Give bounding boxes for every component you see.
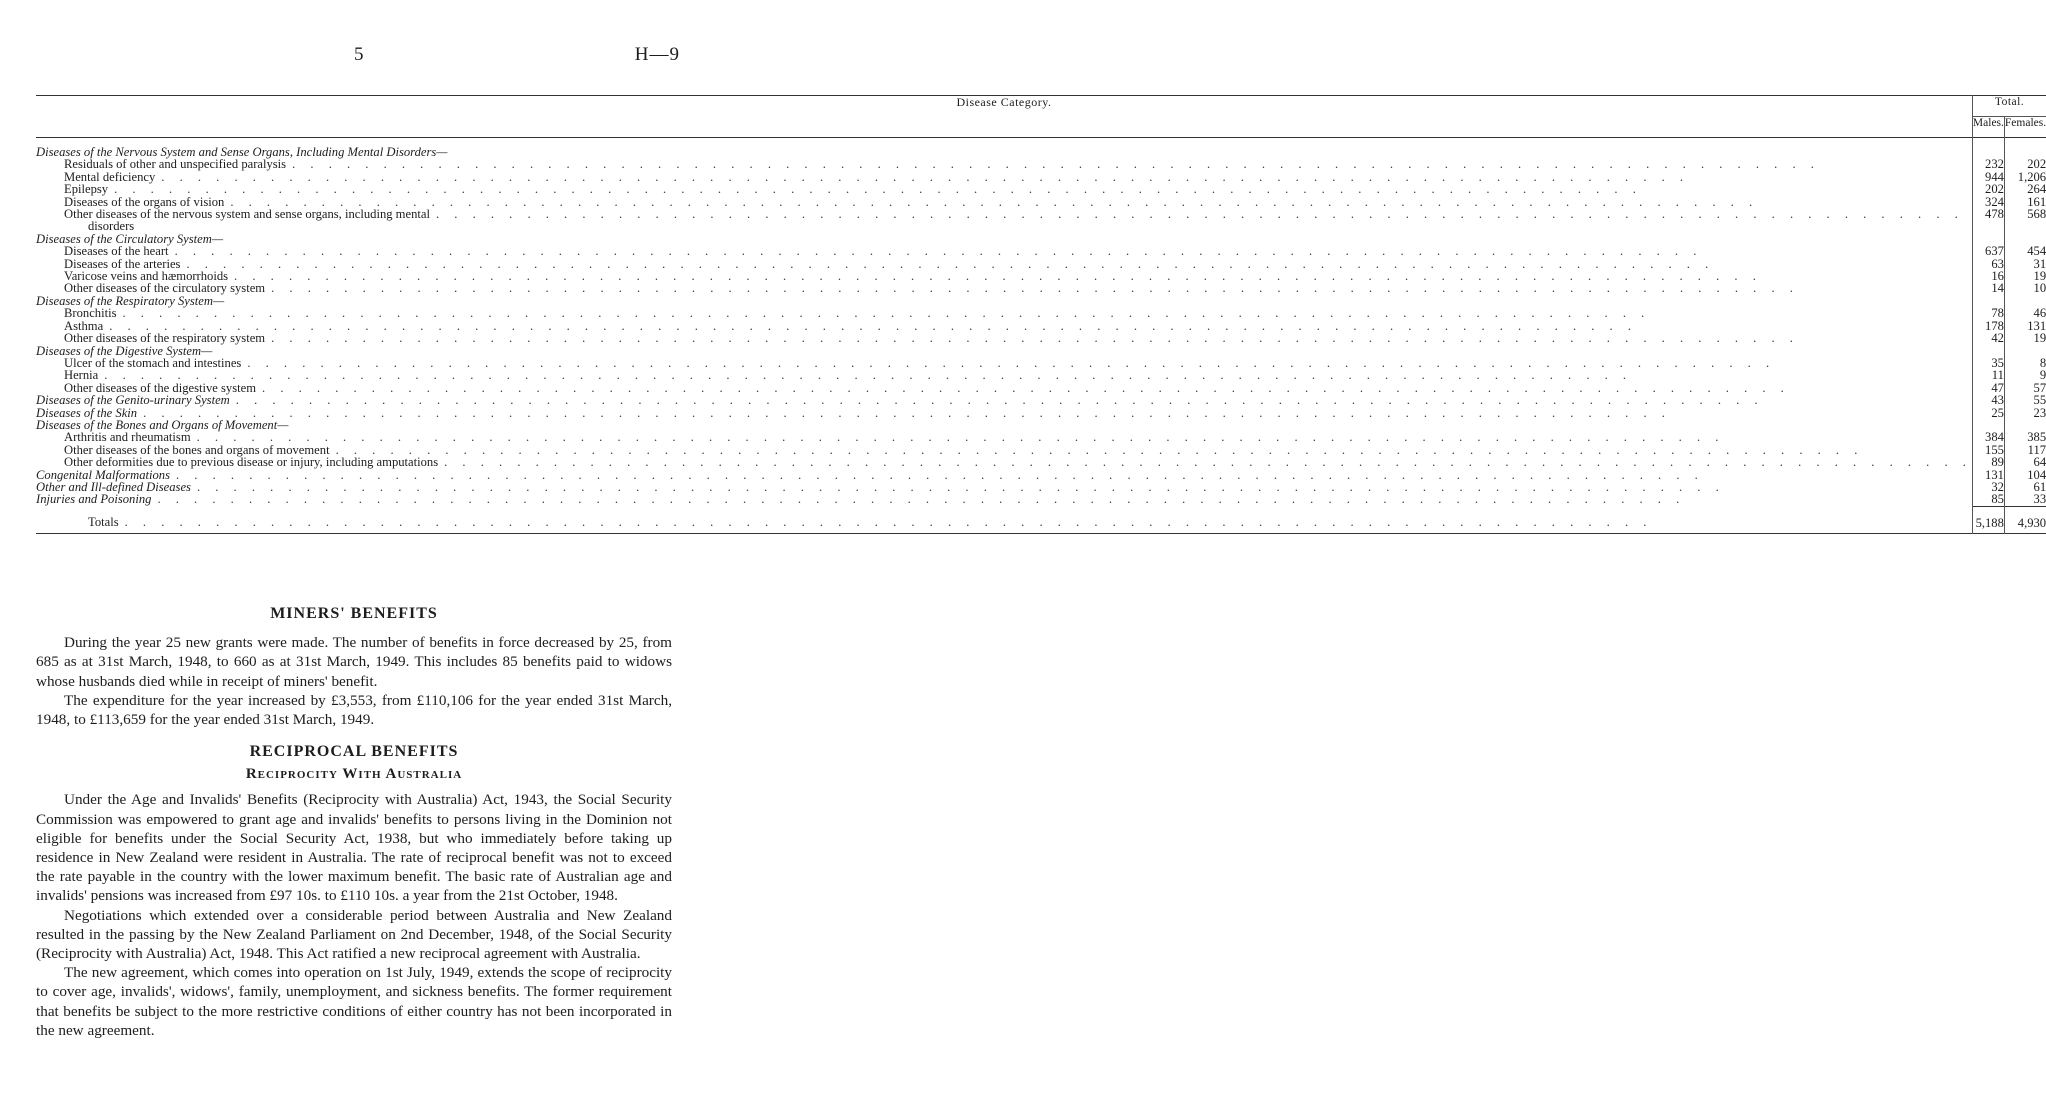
category-cell: [36, 394, 1972, 406]
category-heading: Diseases of the Respiratory System—: [36, 293, 225, 308]
category-cell: [36, 307, 1972, 319]
totals-females: 4,930: [2004, 506, 2046, 533]
category-label: Other deformities due to previous disease or injury, including amputations: [64, 455, 439, 470]
table-row: [36, 456, 2046, 468]
table-row: [36, 394, 2046, 406]
category-cell: [36, 183, 1972, 195]
females-cell: 31: [2004, 258, 2046, 270]
totals-males: 5,188: [1972, 506, 2004, 533]
females-cell: 264: [2004, 183, 2046, 195]
dot-leader: [230, 394, 1972, 406]
reciprocal-benefits-section: [36, 742, 672, 1040]
table-row: [36, 220, 2046, 232]
males-cell: 42: [1972, 332, 2004, 344]
category-cell: [36, 220, 1972, 232]
males-cell: 11: [1972, 369, 2004, 381]
males-cell: 35: [1972, 357, 2004, 369]
table-row: [36, 369, 2046, 381]
reciprocal-paragraph-2: Negotiations which extended over a considerable period between Australia and New Zealand resulted in the passing by the New Zealand Parliament on 2nd December, 1948, of the Social Security (Reciprocity with Australia) Act, 1948. This Act ratified a new reciprocal agreement with Australia.: [36, 906, 672, 963]
males-cell: 32: [1972, 481, 2004, 493]
category-heading: Diseases of the Bones and Organs of Movement—: [36, 417, 289, 432]
category-heading: Injuries and Poisoning: [36, 492, 152, 507]
category-label-continued: disorders: [88, 219, 135, 234]
males-cell: 78: [1972, 307, 2004, 319]
females-cell: 568: [2004, 208, 2046, 220]
miners-paragraph-1: During the year 25 new grants were made. The number of benefits in force decreased by 25, from 685 as at 31st March, 1948, to 660 as at 31st March, 1949. This includes 85 benefits paid to widows whose husbands died while in receipt of miners' benefit.: [36, 634, 672, 690]
totals-row: [36, 506, 2046, 533]
dot-leader: [116, 307, 1971, 319]
category-cell: [36, 431, 1972, 443]
category-heading: Diseases of the Digestive System—: [36, 343, 213, 358]
males-cell: 324: [1972, 196, 2004, 208]
males-cell: 232: [1972, 158, 2004, 170]
table-row: [36, 158, 2046, 170]
category-heading: Diseases of the Circulatory System—: [36, 231, 224, 246]
table-body: [36, 138, 2046, 507]
table-row: [36, 431, 2046, 443]
category-label: Diseases of the organs of vision: [64, 194, 225, 209]
males-cell: 85: [1972, 493, 2004, 506]
table-row: [36, 208, 2046, 220]
category-label: Mental deficiency: [64, 169, 156, 184]
category-label: Varicose veins and hæmorrhoids: [64, 269, 229, 284]
males-column-header: Males.: [1972, 117, 2004, 138]
dot-leader: [137, 407, 1972, 419]
table-row: [36, 282, 2046, 294]
dot-leader: [265, 332, 1972, 344]
category-label: Diseases of the heart: [64, 244, 169, 259]
females-cell: 57: [2004, 382, 2046, 394]
dot-leader: [286, 158, 1972, 170]
females-cell: 46: [2004, 307, 2046, 319]
page-header: [0, 44, 700, 68]
males-cell: 63: [1972, 258, 2004, 270]
males-cell: 637: [1972, 245, 2004, 257]
males-cell: 14: [1972, 282, 2004, 294]
category-cell: [36, 208, 1972, 220]
females-cell: [2004, 220, 2046, 232]
males-cell: 25: [1972, 407, 2004, 419]
category-cell: [36, 158, 1972, 170]
total-column-header: Total.: [1972, 96, 2046, 117]
category-label: Epilepsy: [64, 182, 109, 197]
males-cell: 155: [1972, 444, 2004, 456]
males-cell: 384: [1972, 431, 2004, 443]
table-row: [36, 307, 2046, 319]
reciprocal-paragraph-1: Under the Age and Invalids' Benefits (Reciprocity with Australia) Act, 1943, the Social Security Commission was empowered to grant age and invalids' benefits to persons living in the Dominion not eligible for benefits under the Social Security Act, 1938, but who immediately before taking up residence in New Zealand were resident in Australia. The rate of reciprocal benefit was not to exceed the rate payable in the country with the lower maximum benefit. The basic rate of Australian age and invalids' pensions was increased from £97 10s. to £110 10s. a year from the 21st October, 1948.: [36, 791, 672, 905]
dot-leader: [98, 369, 1972, 381]
category-label: Hernia: [64, 368, 99, 383]
females-cell: 10: [2004, 282, 2046, 294]
females-cell: 454: [2004, 245, 2046, 257]
males-cell: 16: [1972, 270, 2004, 282]
category-label: Ulcer of the stomach and intestines: [64, 355, 242, 370]
category-heading: Congenital Malformations: [36, 467, 170, 482]
category-label: Bronchitis: [64, 306, 117, 321]
document-code: H—9: [634, 44, 680, 65]
females-cell: 202: [2004, 158, 2046, 170]
category-cell: [36, 282, 1972, 294]
disease-table-wrapper: [36, 95, 2046, 534]
dot-leader: [430, 208, 1972, 220]
females-cell: 117: [2004, 444, 2046, 456]
totals-label-cell: [36, 506, 1972, 533]
dot-leader: [191, 431, 1972, 443]
females-cell: 8: [2004, 357, 2046, 369]
category-cell: [36, 407, 1972, 419]
category-cell: [36, 332, 1972, 344]
males-cell: 202: [1972, 183, 2004, 195]
females-cell: 161: [2004, 196, 2046, 208]
category-heading: Diseases of the Nervous System and Sense Organs, Including Mental Disorders—: [36, 145, 448, 159]
table-row: [36, 245, 2046, 257]
category-label: Asthma: [64, 318, 104, 333]
category-heading: Diseases of the Genito-urinary System: [36, 393, 230, 408]
dot-leader: [265, 282, 1972, 294]
females-cell: 55: [2004, 394, 2046, 406]
males-cell: 178: [1972, 320, 2004, 332]
dot-leader: [438, 456, 1972, 468]
females-column-header: Females.: [2004, 117, 2046, 138]
females-cell: 61: [2004, 481, 2046, 493]
females-cell: 19: [2004, 270, 2046, 282]
table-row: [36, 407, 2046, 419]
category-cell: [36, 369, 1972, 381]
category-cell: [36, 493, 1972, 506]
dot-leader: [108, 183, 1972, 195]
females-cell: 64: [2004, 456, 2046, 468]
dot-leader: [151, 493, 1971, 505]
reciprocal-paragraph-3: The new agreement, which comes into operation on 1st July, 1949, extends the scope of reciprocity to cover age, invalids', widows', family, unemployment, and sickness benefits. The former requirement that benefits be subject to the more restrictive conditions of either country has not been incorporated in the new agreement.: [36, 964, 672, 1039]
females-cell: 385: [2004, 431, 2046, 443]
category-label: Other diseases of the digestive system: [64, 380, 257, 395]
males-cell: 43: [1972, 394, 2004, 406]
miners-benefits-title: MINERS' BENEFITS: [270, 605, 438, 622]
females-cell: 19: [2004, 332, 2046, 344]
males-cell: 944: [1972, 171, 2004, 183]
category-label: Diseases of the arteries: [64, 256, 181, 271]
females-cell: 1,206: [2004, 171, 2046, 183]
table-row: [36, 493, 2046, 506]
females-cell: 104: [2004, 469, 2046, 481]
females-cell: 9: [2004, 369, 2046, 381]
reciprocal-benefits-title: RECIPROCAL BENEFITS: [249, 743, 459, 760]
miners-benefits-section: [36, 604, 672, 729]
dot-leader: [169, 245, 1972, 257]
totals-label: Totals: [88, 515, 119, 530]
page-number: 5: [354, 44, 364, 65]
females-cell: 33: [2004, 493, 2046, 506]
category-label: Other diseases of the nervous system and sense organs, including mental: [64, 207, 430, 222]
table-row: [36, 332, 2046, 344]
males-cell: [1972, 220, 2004, 232]
category-heading: Other and Ill-defined Diseases: [36, 479, 191, 494]
category-label: Residuals of other and unspecified paralysis: [64, 157, 287, 172]
females-cell: 23: [2004, 407, 2046, 419]
category-heading: Diseases of the Skin: [36, 405, 138, 420]
disease-category-table: [36, 95, 2046, 534]
category-column-header: Disease Category.: [956, 95, 1052, 109]
miners-paragraph-2: The expenditure for the year increased by £3,553, from £110,106 for the year ended 31st March, 1948, to £113,659 for the year ended 31st March, 1949.: [36, 691, 672, 729]
category-label: Other diseases of the circulatory system: [64, 281, 266, 296]
males-cell: 478: [1972, 208, 2004, 220]
males-cell: 47: [1972, 382, 2004, 394]
category-cell: [36, 245, 1972, 257]
males-cell: 131: [1972, 469, 2004, 481]
category-label: Arthritis and rheumatism: [64, 430, 191, 445]
category-label: Other diseases of the bones and organs of movement: [64, 442, 330, 457]
category-label: Other diseases of the respiratory system: [64, 331, 266, 346]
females-cell: 131: [2004, 320, 2046, 332]
category-cell: [36, 456, 1972, 468]
table-row: [36, 183, 2046, 195]
males-cell: 89: [1972, 456, 2004, 468]
reciprocity-australia-subtitle: Reciprocity With Australia: [245, 766, 463, 783]
